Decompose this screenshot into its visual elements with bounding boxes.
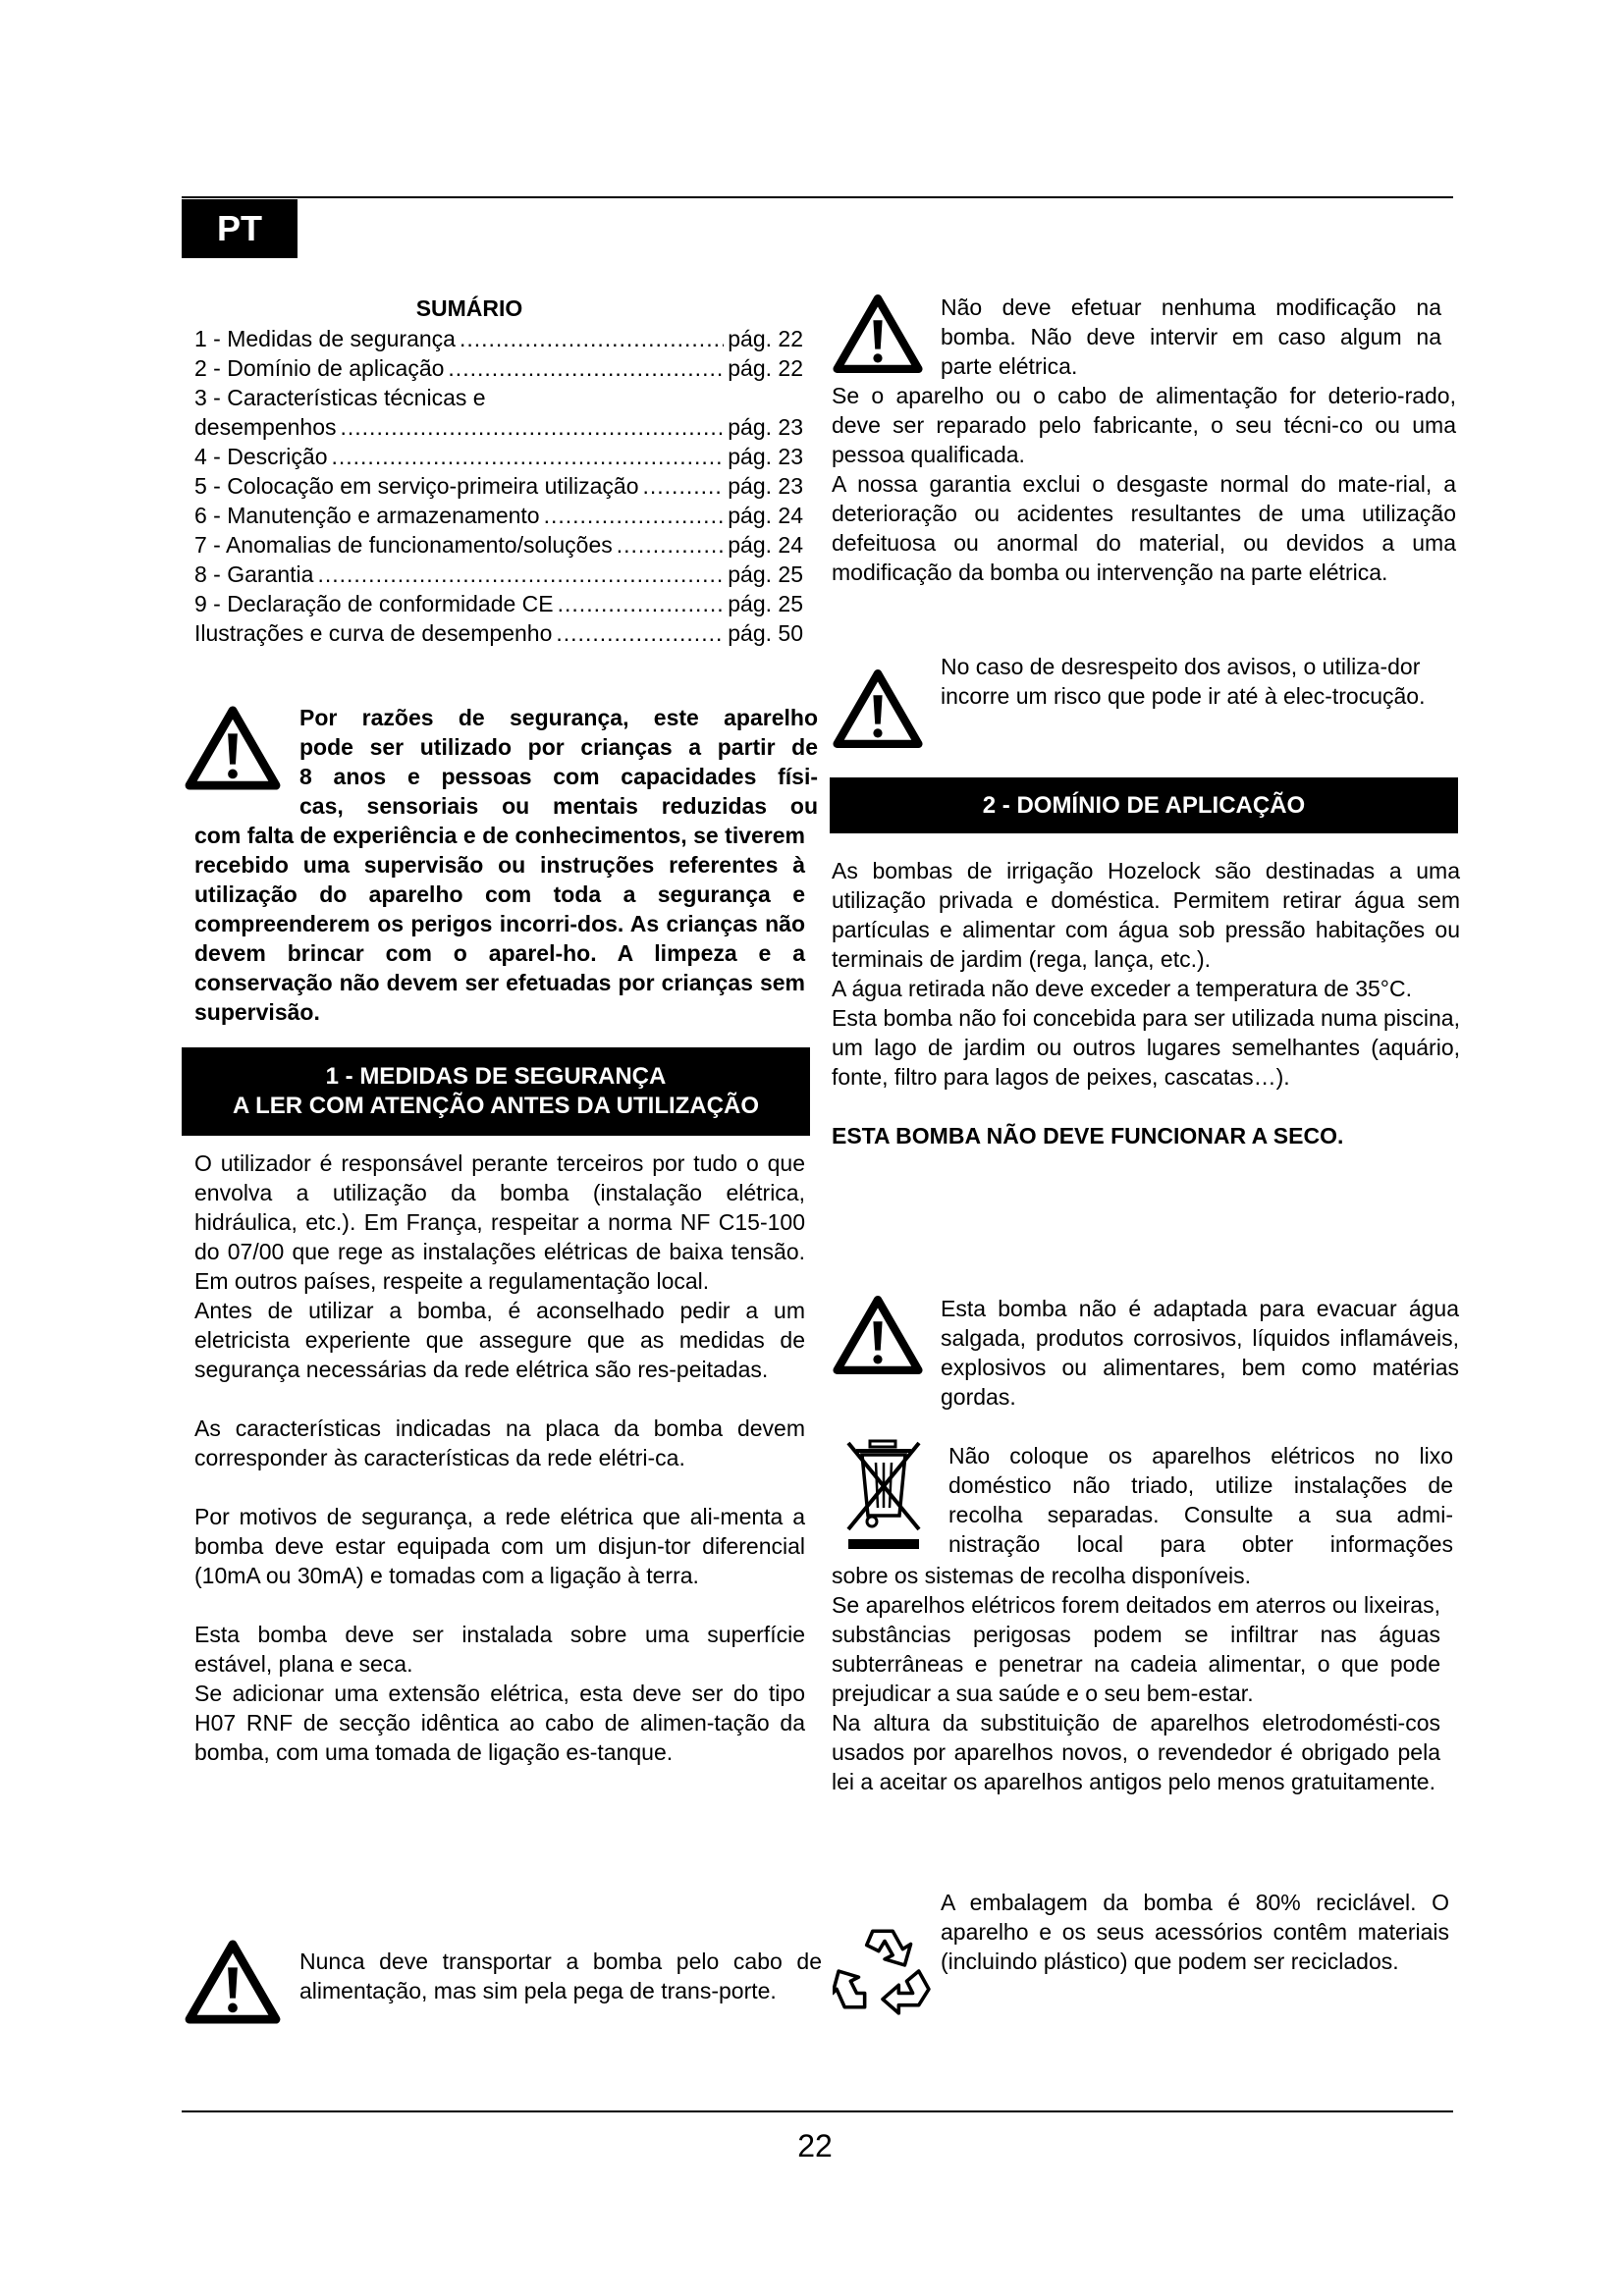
right-top-body (832, 381, 1456, 587)
toc-leader-dots (460, 324, 724, 353)
weee-text-indented (948, 1441, 1453, 1559)
toc-label: desempenhos (194, 414, 337, 440)
toc-label: 2 - Domínio de aplicação (194, 355, 445, 381)
toc-leader-dots (317, 560, 724, 589)
fluids-warning-text: Esta bomba não é adaptada para evacuar água salgada, produtos corrosivos, líquidos inflamáveis, explosivos ou alimentares, bem como matérias gordas. (941, 1296, 1459, 1410)
paragraph: Se o aparelho ou o cabo de alimentação for deterio-rado, deve ser reparado pelo fabricante, o seu técni-co ou uma pessoa qualificada. (832, 383, 1456, 467)
crossed-bin-icon (842, 1435, 925, 1551)
toc-row (194, 618, 803, 648)
toc-page-ref: pág. 24 (728, 503, 803, 528)
toc-row (194, 501, 803, 530)
bottom-rule (182, 2110, 1453, 2112)
toc-page-ref: pág. 23 (728, 473, 803, 499)
toc-title: SUMÁRIO (415, 295, 523, 321)
children-warning-rest: com falta de experiência e de conhecimentos, se tiverem recebido uma supervisão ou instruções referentes à utilização do aparelho com toda a segurança e compreenderem os perigos incorri-dos. As crianças não devem brincar com o aparel-ho. A limpeza e a conservação não devem ser efetuadas por crianças sem supervisão. (194, 823, 805, 1025)
toc-leader-dots (617, 530, 724, 560)
table-of-contents (194, 293, 803, 648)
toc-leader-dots (544, 501, 725, 530)
warning-icon (833, 1294, 923, 1376)
recycle-text: A embalagem da bomba é 80% reciclável. O aparelho e os seus acessórios contêm materiais (incluindo plástico) que podem ser reciclados. (941, 1890, 1449, 1974)
section-1-banner (182, 1047, 810, 1136)
paragraph: A nossa garantia exclui o desgaste normal do mate-rial, a deterioração ou acidentes resultantes de uma utilização defeituosa ou anormal do material, ou devidos a uma modificação da bomba ou intervenção na parte elétrica. (832, 471, 1456, 585)
toc-page-ref: pág. 25 (728, 591, 803, 616)
page-number: 22 (797, 2128, 833, 2163)
toc-list (194, 324, 803, 648)
weee-line: nistração local para obter informações (948, 1531, 1453, 1557)
weee-body (832, 1561, 1440, 1796)
paragraph: sobre os sistemas de recolha disponíveis. (832, 1563, 1251, 1588)
toc-leader-dots (331, 442, 724, 471)
toc-row (194, 442, 803, 471)
section-1-title: 1 - MEDIDAS DE SEGURANÇA (325, 1063, 667, 1090)
toc-label: 3 - Características técnicas e (194, 385, 486, 410)
children-warning-line: 8 anos e pessoas com capacidades físi- (299, 764, 818, 789)
toc-label: 5 - Colocação em serviço-primeira utilização (194, 473, 639, 499)
paragraph: Esta bomba deve ser instalada sobre uma superfície estável, plana e seca. (194, 1622, 805, 1677)
children-warning-line: Por razões de segurança, este aparelho (299, 705, 818, 730)
toc-leader-dots (558, 589, 725, 618)
toc-leader-dots (448, 353, 724, 383)
toc-page-ref: pág. 22 (728, 326, 803, 351)
toc-leader-dots (556, 618, 724, 648)
warning-icon (185, 705, 281, 791)
weee-line: Não coloque os aparelhos elétricos no lixo (948, 1443, 1453, 1468)
dry-run-warning: ESTA BOMBA NÃO DEVE FUNCIONAR A SECO. (832, 1123, 1344, 1148)
section-2-body (832, 856, 1460, 1150)
weee-line: recolha separadas. Consulte a sua admi- (948, 1502, 1453, 1527)
paragraph: A água retirada não deve exceder a temperatura de 35°C. (832, 976, 1412, 1001)
toc-page-ref: pág. 23 (728, 444, 803, 469)
toc-row (194, 353, 803, 383)
toc-label: 7 - Anomalias de funcionamento/soluções (194, 532, 613, 558)
children-warning-line: cas, sensoriais ou mentais reduzidas ou (299, 793, 818, 819)
modification-warning-text: Não deve efetuar nenhuma modificação na bomba. Não deve intervir em caso algum na parte elétrica. (941, 294, 1441, 379)
paragraph: Se adicionar uma extensão elétrica, esta deve ser do tipo H07 RNF de secção idêntica ao cabo de alimen-tação da bomba, com uma tomada de ligação es-tanque. (194, 1681, 805, 1765)
toc-row (194, 560, 803, 589)
toc-label: 9 - Declaração de conformidade CE (194, 591, 554, 616)
toc-page-ref: pág. 22 (728, 355, 803, 381)
toc-label: 8 - Garantia (194, 561, 314, 587)
warning-icon (833, 293, 923, 375)
weee-line: doméstico não triado, utilize instalações de (948, 1472, 1453, 1498)
paragraph: Se aparelhos elétricos forem deitados em aterros ou lixeiras, substâncias perigosas podem se infiltrar nas águas subterrâneas e penetrar na cadeia alimentar, o que pode prejudicar a sua saúde e o seu bem-estar. (832, 1592, 1440, 1706)
warning-icon (185, 1939, 281, 2025)
recycle-icon (833, 1919, 933, 2019)
children-warning-line: pode ser utilizado por crianças a partir de (299, 734, 818, 760)
top-rule (182, 196, 1453, 198)
toc-page-ref: pág. 23 (728, 414, 803, 440)
paragraph: Por motivos de segurança, a rede elétrica que ali-menta a bomba deve estar equipada com um disjun-tor diferencial (10mA ou 30mA) e tomadas com a ligação à terra. (194, 1504, 805, 1588)
toc-row (194, 412, 803, 442)
toc-label: 6 - Manutenção e armazenamento (194, 503, 540, 528)
toc-leader-dots (341, 412, 725, 442)
cable-warning-text: Nunca deve transportar a bomba pelo cabo de alimentação, mas sim pela pega de trans-porte. (299, 1949, 822, 2003)
section-2-title: 2 - DOMÍNIO DE APLICAÇÃO (982, 791, 1306, 819)
language-badge: PT (182, 199, 298, 258)
paragraph: O utilizador é responsável perante terceiros por tudo o que envolva a utilização da bomba (instalação elétrica, hidráulica, etc.). Em França, respeitar a norma NF C15-100 do 07/00 que rege as instalações elétricas de baixa tensão. Em outros países, respeite a regulamentação local. (194, 1150, 805, 1294)
electrocution-warning-text: No caso de desrespeito dos avisos, o utiliza-dor incorre um risco que pode ir até à elec-trocução. (941, 654, 1426, 709)
section-1-body (194, 1148, 805, 1767)
section-1-subtitle: A LER COM ATENÇÃO ANTES DA UTILIZAÇÃO (233, 1093, 759, 1119)
paragraph: As bombas de irrigação Hozelock são destinadas a uma utilização privada e doméstica. Permitem retirar água sem partículas e alimentar com água sob pressão habitações ou terminais de jardim (rega, lança, etc.). (832, 858, 1460, 972)
toc-row (194, 324, 803, 353)
children-warning-indented (299, 703, 818, 821)
toc-row (194, 530, 803, 560)
toc-label: 1 - Medidas de segurança (194, 326, 456, 351)
toc-page-ref: pág. 50 (728, 620, 803, 646)
paragraph: Antes de utilizar a bomba, é aconselhado pedir a um eletricista experiente que assegure que as medidas de segurança necessárias da rede elétrica são res-peitadas. (194, 1298, 805, 1382)
paragraph: Na altura da substituição de aparelhos eletrodomésti-cos usados por aparelhos novos, o revendedor é obrigado pela lei a aceitar os aparelhos antigos pelo menos gratuitamente. (832, 1710, 1440, 1794)
section-2-banner (830, 777, 1458, 833)
toc-page-ref: pág. 25 (728, 561, 803, 587)
paragraph: As características indicadas na placa da bomba devem corresponder às características da rede elétri-ca. (194, 1415, 805, 1470)
toc-leader-dots (643, 471, 725, 501)
toc-label: Ilustrações e curva de desempenho (194, 620, 553, 646)
toc-page-ref: pág. 24 (728, 532, 803, 558)
paragraph: Esta bomba não foi concebida para ser utilizada numa piscina, um lago de jardim ou outros lugares semelhantes (aquário, fonte, filtro para lagos de peixes, cascatas…). (832, 1005, 1460, 1090)
toc-label: 4 - Descrição (194, 444, 328, 469)
toc-row (194, 383, 803, 412)
toc-row (194, 471, 803, 501)
warning-icon (833, 667, 923, 750)
toc-row (194, 589, 803, 618)
